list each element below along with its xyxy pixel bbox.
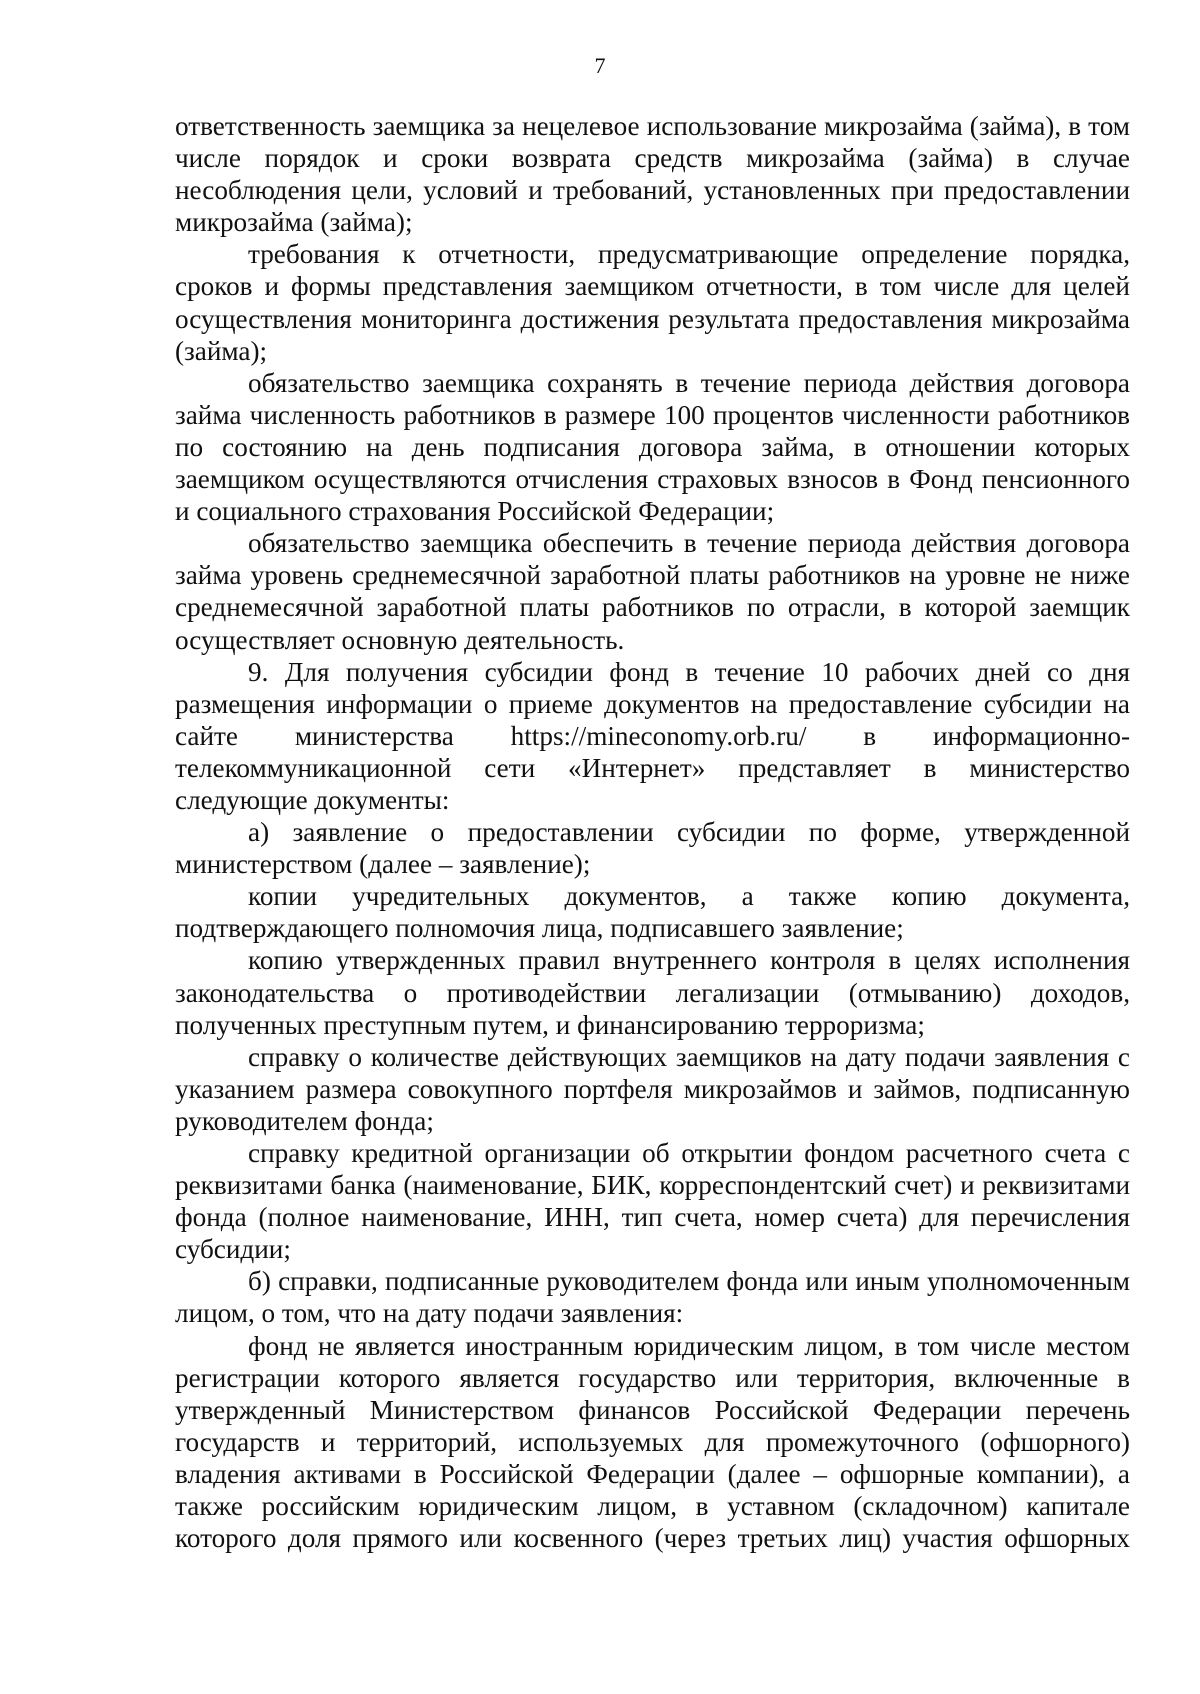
paragraph-salary-level-obligation: обязательство заемщика обеспечить в течение периода действия договора займа уровень среднемесячной заработной платы работников на уровне не ниже среднемесячной заработной платы работников по отрасли, в которой заемщик осуществляет основную деятельность. (175, 528, 1130, 655)
paragraph-item-9-documents: 9. Для получения субсидии фонд в течение 10 рабочих дней со дня размещения информации о приеме документов на предоставление субсидии на сайте министерства https://mineconomy.orb.ru/ в информационно-телекоммуникационной сети «Интернет» представляет в министерство следующие документы: (175, 656, 1130, 815)
paragraph-item-b-certificates: б) справки, подписанные руководителем фонда или иным уполномоченным лицом, о том, что на дату подачи заявления: (175, 1266, 1130, 1329)
paragraph-employee-count-obligation: обязательство заемщика сохранять в течение периода действия договора займа численность работников в размере 100 процентов численности работников по состоянию на день подписания договора займа, в отношении которых заемщиком осуществляются отчисления страховых взносов в Фонд пенсионного и социального страхования Российской Федерации; (175, 367, 1130, 527)
paragraph-reporting-requirements: требования к отчетности, предусматривающие определение порядка, сроков и формы представления заемщиком отчетности, в том числе для целей осуществления мониторинга достижения результата предоставления микрозайма (займа); (175, 239, 1130, 366)
paragraph-borrowers-count-certificate: справку о количестве действующих заемщиков на дату подачи заявления с указанием размера совокупного портфеля микрозаймов и займов, подписанную руководителем фонда; (175, 1041, 1130, 1136)
page-number: 7 (594, 53, 606, 78)
paragraph-continuation-borrower-responsibility: ответственность заемщика за нецелевое использование микрозайма (займа), в том числе порядок и сроки возврата средств микрозайма (займа) в случае несоблюдения цели, условий и требований, установленных при предоставлении микрозайма (займа); (175, 111, 1130, 238)
paragraph-not-foreign-entity: фонд не является иностранным юридическим лицом, в том числе местом регистрации которого является государство или территория, включенные в утвержденный Министерством финансов Российской Федерации перечень государств и территорий, используемых для промежуточного (офшорного) владения активами в Российской Федерации (далее – офшорные компании), а также российским юридическим лицом, в уставном (складочном) капитале которого доля прямого или косвенного (через третьих лиц) участия офшорных (175, 1330, 1130, 1554)
paragraph-internal-control-rules: копию утвержденных правил внутреннего контроля в целях исполнения законодательства о противодействии легализации (отмыванию) доходов, полученных преступным путем, и финансированию терроризма; (175, 945, 1130, 1040)
paragraph-item-a-application: а) заявление о предоставлении субсидии по форме, утвержденной министерством (далее – заявление); (175, 817, 1130, 880)
paragraph-bank-account-certificate: справку кредитной организации об открытии фондом расчетного счета с реквизитами банка (наименование, БИК, корреспондентский счет) и реквизитами фонда (полное наименование, ИНН, тип счета, номер счета) для перечисления субсидии; (175, 1138, 1130, 1265)
document-text-body (175, 110, 1130, 1554)
paragraph-founding-documents: копии учредительных документов, а также копию документа, подтверждающего полномочия лица, подписавшего заявление; (175, 881, 1130, 944)
